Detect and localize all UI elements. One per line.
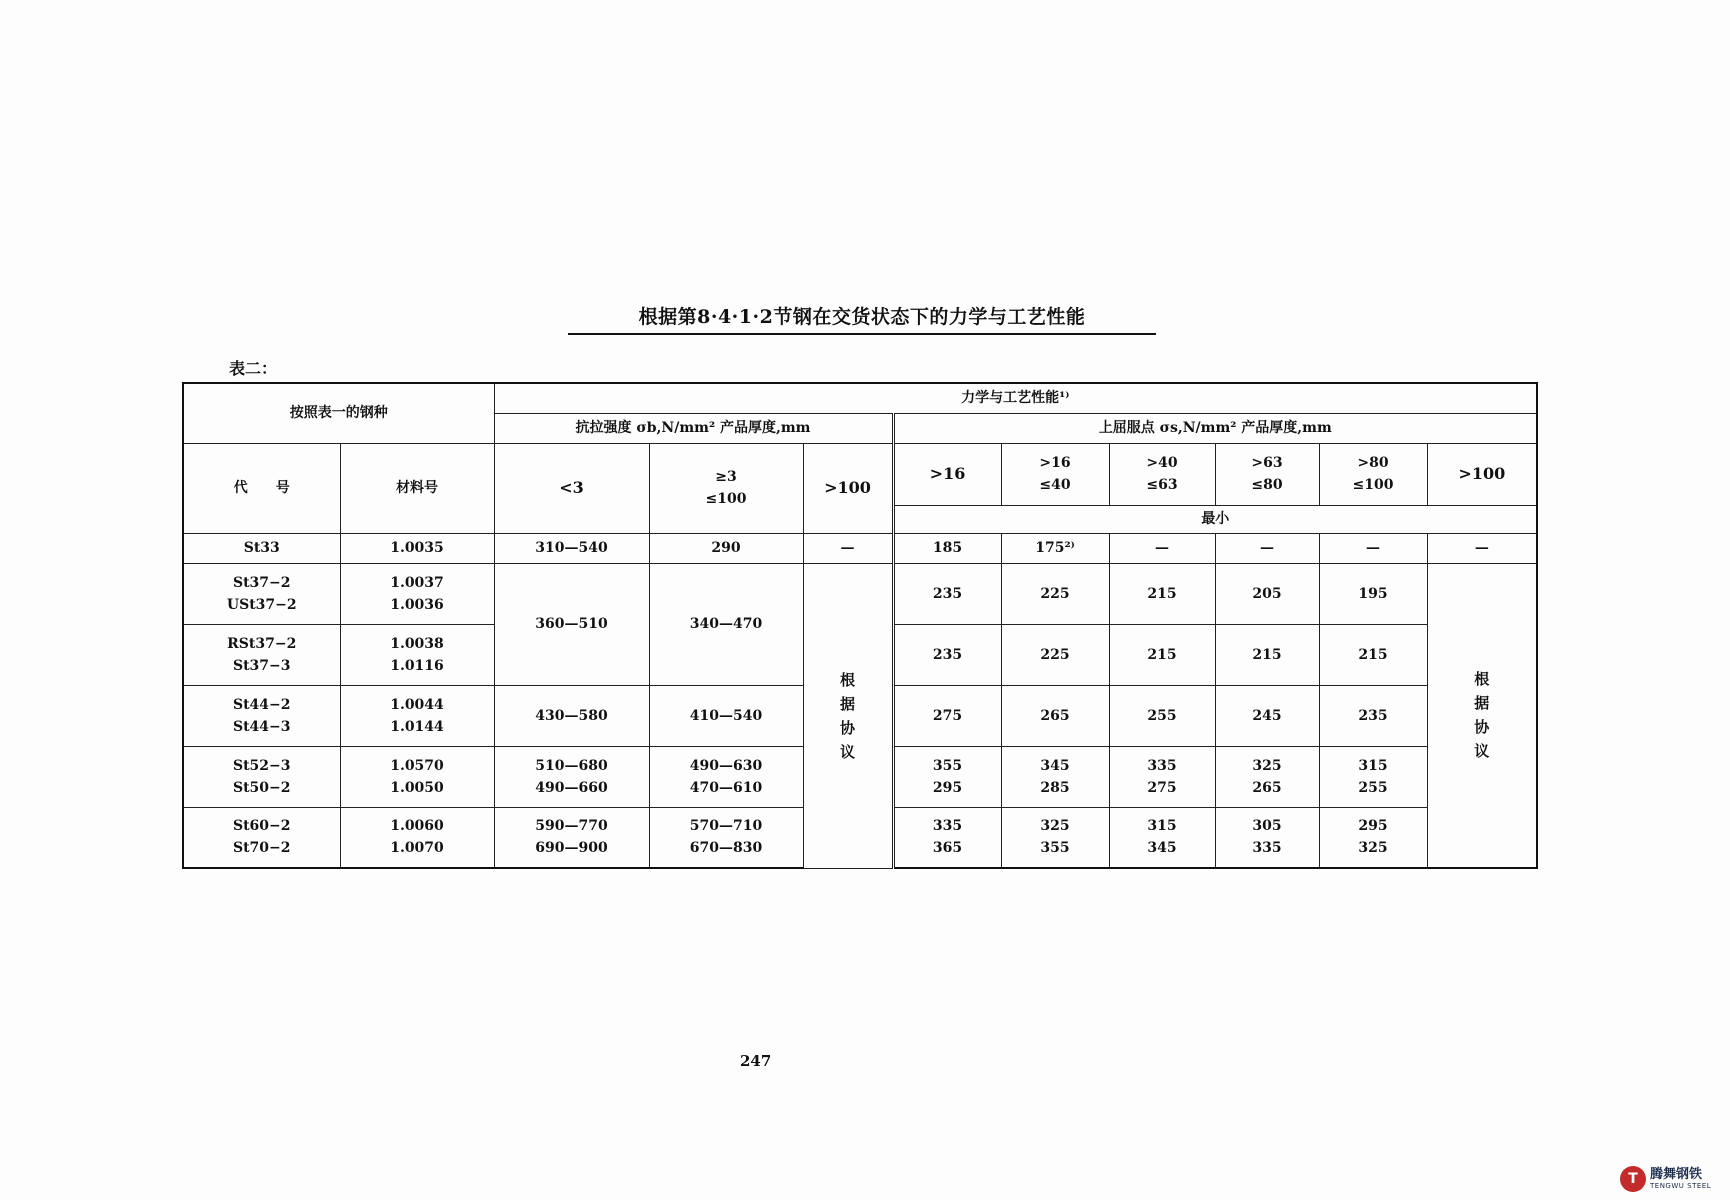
yield-cell: 235	[893, 563, 1001, 624]
steel-group-header: 按照表一的钢种	[183, 383, 494, 443]
yield-cell: 255	[1109, 685, 1215, 746]
yield-cell: 215	[1215, 624, 1319, 685]
yield-agreement-cell	[1427, 563, 1537, 868]
tensile-lt3-cell	[494, 807, 649, 868]
code-line: USt37−2	[226, 596, 297, 613]
code-cell	[183, 624, 340, 685]
tensile-agreement-cell	[803, 563, 893, 868]
code-line: St44−3	[232, 718, 291, 735]
logo-mark-icon: T	[1620, 1166, 1646, 1192]
material-cell	[340, 685, 494, 746]
yield-cell: 345 285	[1001, 746, 1109, 807]
material-line: 1.0144	[390, 718, 444, 735]
value-line: 490—630	[689, 757, 763, 774]
tensile-lt3-cell	[494, 746, 649, 807]
material-line: 1.0036	[390, 596, 444, 613]
code-line: St52−3	[232, 757, 291, 774]
tensile-col-3-100	[649, 443, 803, 533]
yield-cell: 265	[1001, 685, 1109, 746]
yield-col-63-80	[1215, 443, 1319, 505]
value-line: 510—680	[535, 757, 608, 774]
logo-text	[1650, 1167, 1711, 1191]
yield-cell: 325 355	[1001, 807, 1109, 868]
yield-col-40-63	[1109, 443, 1215, 505]
properties-header: 力学与工艺性能¹⁾	[494, 383, 1537, 413]
material-cell: 1.0035	[340, 533, 494, 563]
yield-col-16-40-bottom: ≤40	[1039, 477, 1071, 493]
logo-name-en: TENGWU STEEL	[1650, 1182, 1712, 1190]
code-cell	[183, 563, 340, 624]
code-line: RSt37−2	[227, 635, 297, 652]
yield-cell: 235	[893, 624, 1001, 685]
material-no-header: 材料号	[340, 443, 494, 533]
material-line: 1.0116	[390, 657, 444, 674]
code-line: St37−2	[232, 574, 291, 591]
table-row	[183, 533, 1537, 563]
code-line: St44−2	[232, 696, 291, 713]
yield-cell: —	[1109, 533, 1215, 563]
tensile-mid-cell: 290	[649, 533, 803, 563]
yield-col-40-63-bottom: ≤63	[1146, 477, 1178, 493]
yield-cell: 225	[1001, 563, 1109, 624]
material-line: 1.0070	[390, 840, 444, 857]
yield-cell: 335 365	[893, 807, 1001, 868]
yield-cell: 355 295	[893, 746, 1001, 807]
tensile-lt3-cell: 360—510	[494, 563, 649, 685]
tensile-gt100-cell: —	[803, 533, 893, 563]
code-line: St60−2	[232, 818, 291, 835]
yield-cell: 315 345	[1109, 807, 1215, 868]
code-cell: St33	[183, 533, 340, 563]
tensile-col-gt100: >100	[803, 443, 893, 533]
yield-cell: 335 275	[1109, 746, 1215, 807]
code-line: St70−2	[232, 840, 291, 857]
yield-cell: 315 255	[1319, 746, 1427, 807]
yield-cell: 325 265	[1215, 746, 1319, 807]
tensile-strength-header: 抗拉强度 σb,N/mm² 产品厚度,mm	[494, 413, 893, 443]
table-label: 表二：	[229, 359, 278, 378]
mechanical-properties-table	[182, 382, 1538, 869]
tensile-mid-cell	[649, 807, 803, 868]
yield-col-gt100: >100	[1427, 443, 1537, 505]
material-line: 1.0050	[390, 779, 444, 796]
yield-cell: —	[1215, 533, 1319, 563]
yield-cell: 275	[893, 685, 1001, 746]
yield-col-16-40-top: >16	[1039, 455, 1071, 471]
tensile-mid-cell: 340—470	[649, 563, 803, 685]
page-number: 247	[740, 1052, 772, 1070]
yield-cell: —	[1427, 533, 1537, 563]
yield-cell: 215	[1319, 624, 1427, 685]
yield-col-63-80-bottom: ≤80	[1251, 477, 1283, 493]
material-cell	[340, 807, 494, 868]
page-title: 根据第8·4·1·2节钢在交货状态下的力学与工艺性能	[568, 302, 1156, 335]
value-line: 670—830	[689, 840, 763, 857]
agreement-text: 根 据 协 议	[1474, 670, 1490, 761]
code-cell	[183, 685, 340, 746]
yield-col-gt16: >16	[893, 443, 1001, 505]
yield-point-header: 上屈服点 σs,N/mm² 产品厚度,mm	[893, 413, 1537, 443]
minimum-label: 最小	[893, 505, 1537, 533]
yield-cell: 215	[1109, 563, 1215, 624]
material-line: 1.0060	[390, 818, 444, 835]
yield-cell: 225	[1001, 624, 1109, 685]
yield-col-40-63-top: >40	[1146, 455, 1178, 471]
logo-name-cn: 腾舞钢铁	[1650, 1167, 1703, 1182]
yield-cell: —	[1319, 533, 1427, 563]
value-line: 570—710	[689, 818, 763, 835]
yield-cell: 205	[1215, 563, 1319, 624]
yield-cell: 305 335	[1215, 807, 1319, 868]
material-cell	[340, 563, 494, 624]
tensile-col-lt3: <3	[494, 443, 649, 533]
code-line: St50−2	[232, 779, 291, 796]
yield-col-80-100	[1319, 443, 1427, 505]
yield-cell: 195	[1319, 563, 1427, 624]
yield-col-63-80-top: >63	[1251, 455, 1283, 471]
code-header: 代 号	[183, 443, 340, 533]
value-line: 490—660	[535, 779, 608, 796]
yield-cell: 175²⁾	[1001, 533, 1109, 563]
yield-col-16-40	[1001, 443, 1109, 505]
material-cell	[340, 746, 494, 807]
value-line: 690—900	[535, 840, 608, 857]
table-row	[183, 563, 1537, 624]
material-line: 1.0038	[390, 635, 444, 652]
tensile-lt3-cell: 430—580	[494, 685, 649, 746]
tensile-col-3-100-top: ≥3	[715, 469, 737, 485]
material-line: 1.0044	[390, 696, 444, 713]
material-cell	[340, 624, 494, 685]
agreement-text: 根 据 协 议	[839, 670, 855, 761]
tensile-mid-cell	[649, 746, 803, 807]
yield-cell: 185	[893, 533, 1001, 563]
yield-cell: 235	[1319, 685, 1427, 746]
material-line: 1.0570	[390, 757, 444, 774]
yield-col-80-100-bottom: ≤100	[1352, 477, 1394, 493]
value-line: 470—610	[689, 779, 763, 796]
yield-cell: 215	[1109, 624, 1215, 685]
tensile-lt3-cell: 310—540	[494, 533, 649, 563]
code-cell	[183, 746, 340, 807]
yield-cell: 245	[1215, 685, 1319, 746]
code-line: St37−3	[232, 657, 291, 674]
yield-cell: 295 325	[1319, 807, 1427, 868]
tensile-col-3-100-bottom: ≤100	[705, 491, 747, 507]
code-cell	[183, 807, 340, 868]
tengwu-steel-logo	[1620, 1164, 1722, 1194]
tensile-mid-cell: 410—540	[649, 685, 803, 746]
material-line: 1.0037	[390, 574, 444, 591]
value-line: 590—770	[535, 818, 608, 835]
yield-col-80-100-top: >80	[1357, 455, 1389, 471]
